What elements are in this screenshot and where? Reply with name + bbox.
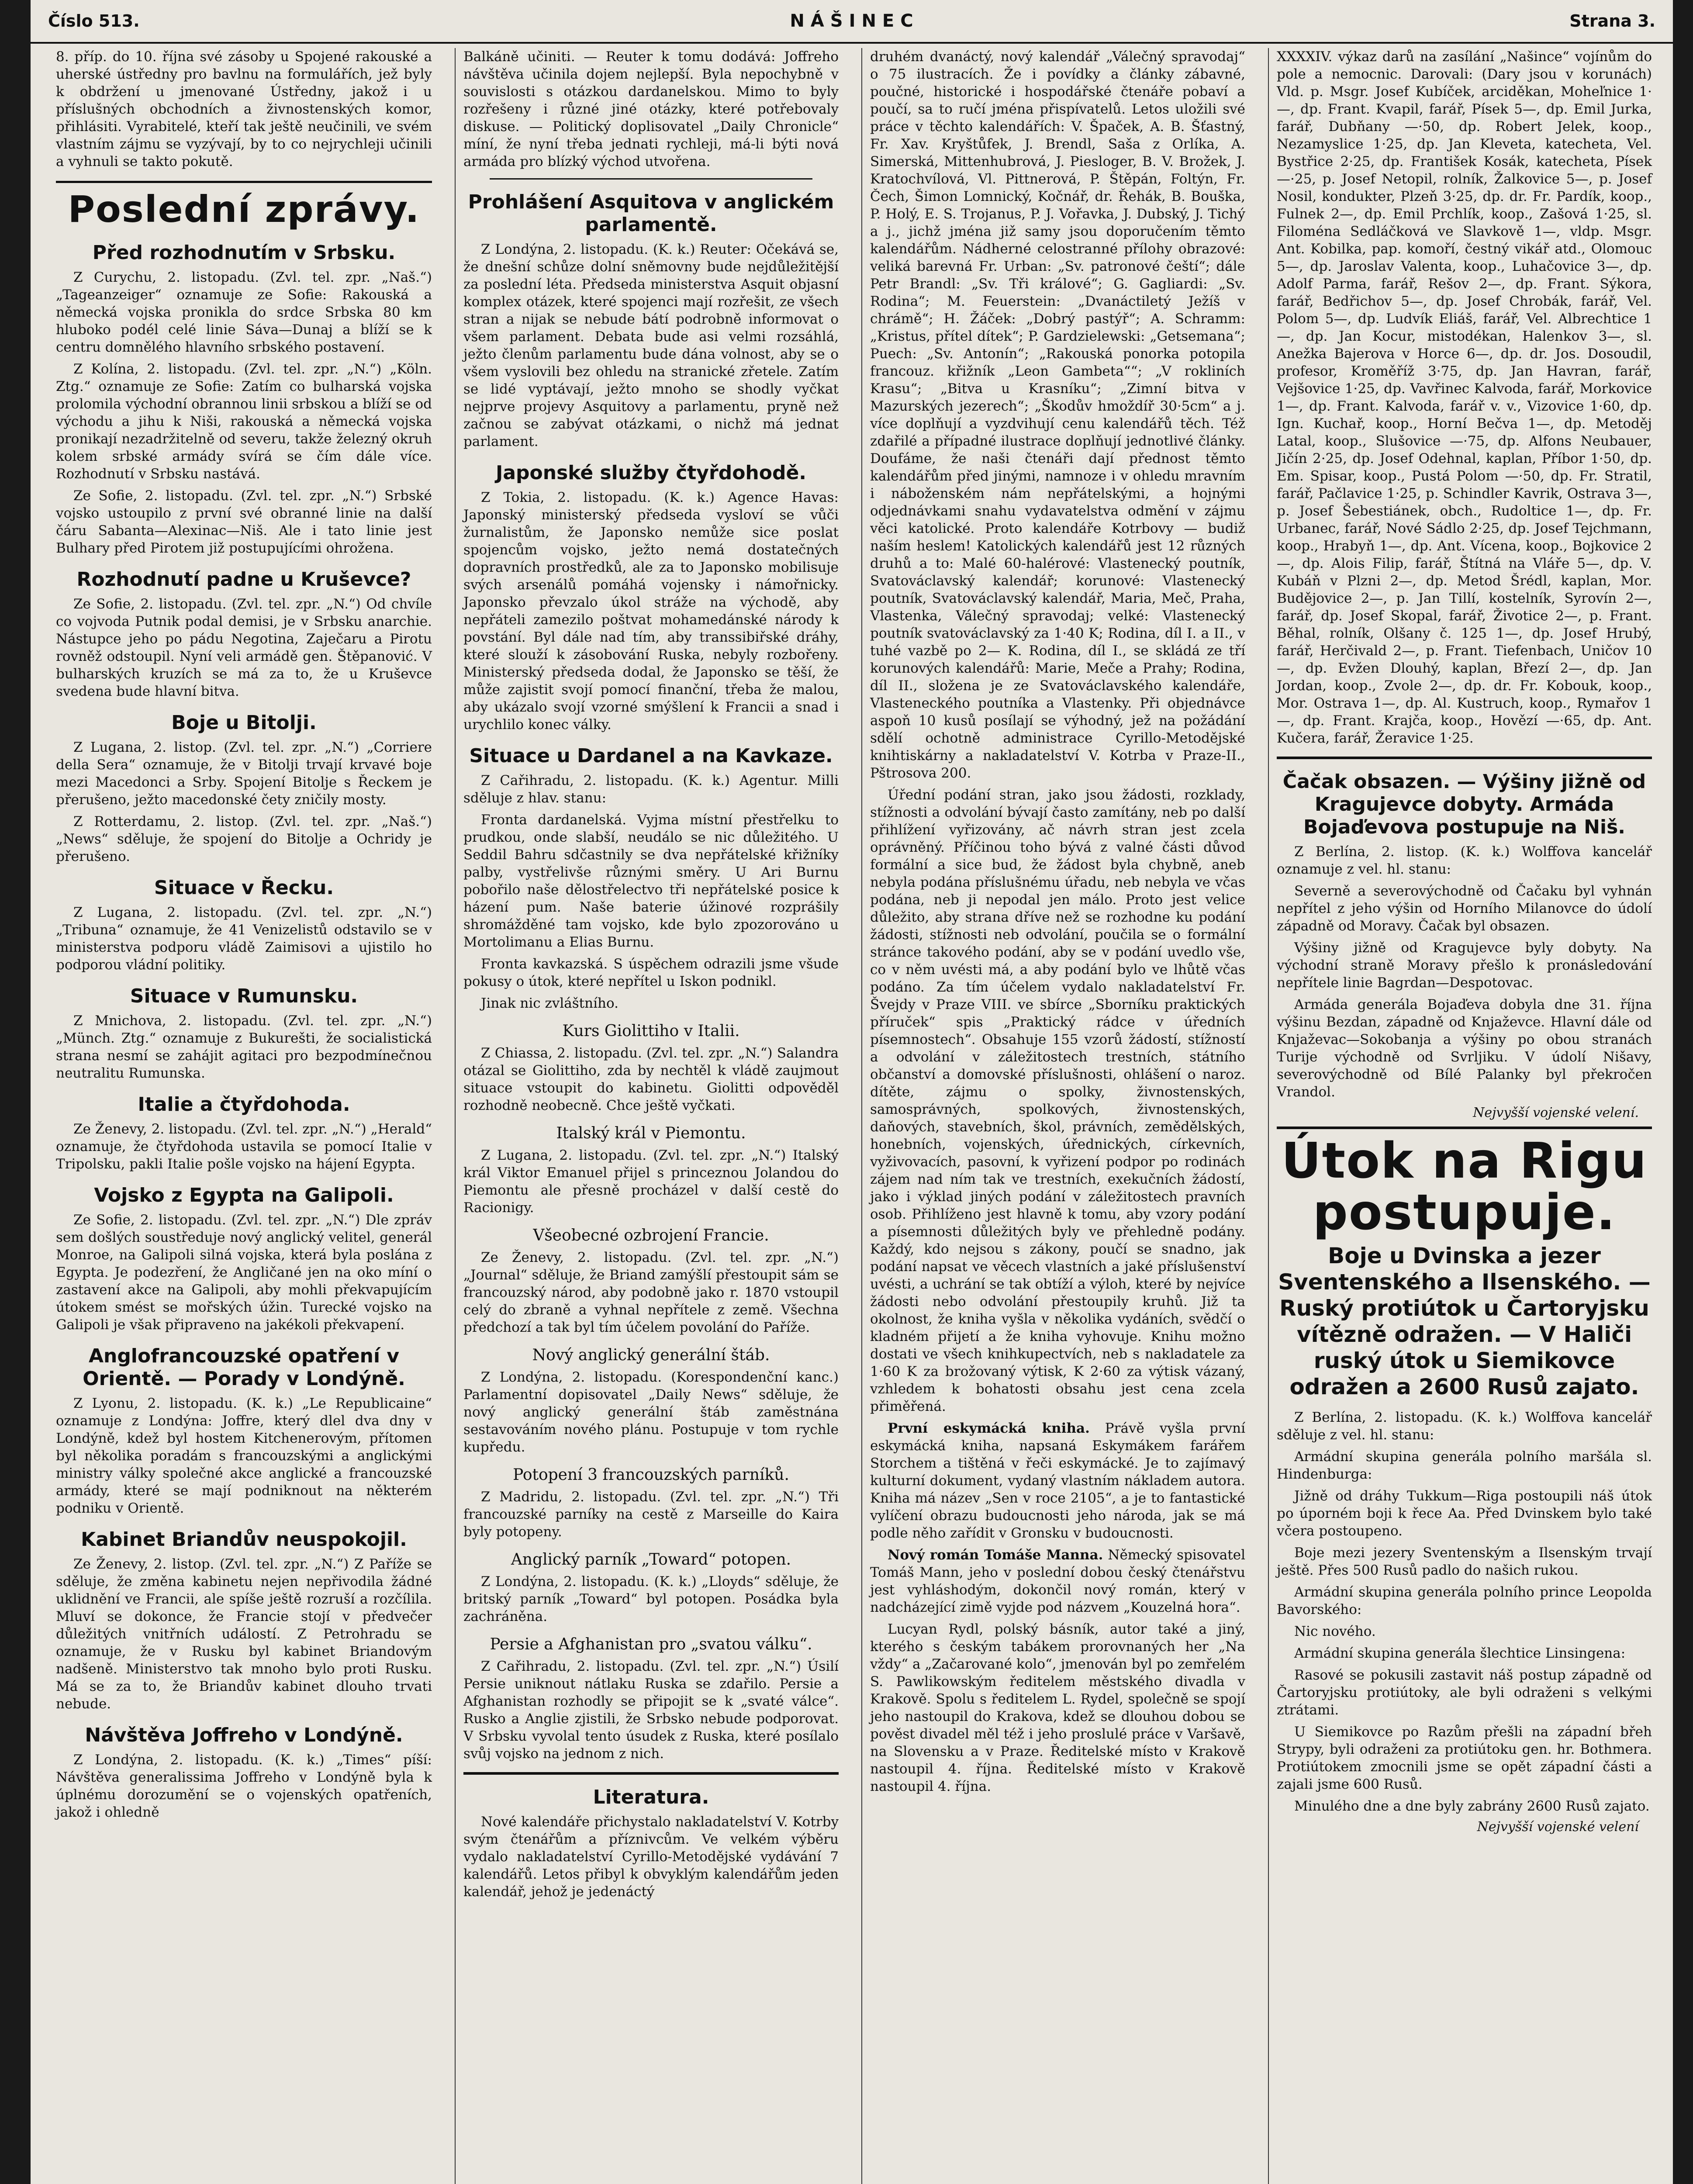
article-paragraph: Z Cařihradu, 2. listopadu. (K. k.) Agentur. Milli sděluje z hlav. stanu: [463, 773, 839, 806]
article-paragraph: Z Madridu, 2. listopadu. (Zvl. tel. zpr. „N.“) Tři francouzské parníky na cestě z Marseille do Kaira byly potopeny. [463, 1489, 839, 1540]
masthead: NÁŠINEC [790, 11, 919, 31]
headline: Italie a čtyřdohoda. [138, 1093, 350, 1116]
article-paragraph: Ze Sofie, 2. listopadu. (Zvl. tel. zpr. „N.“) Srbské vojsko ustoupilo z první své obranné linie na další čáru Sabanta—Alexinac—Niš. Ale i tato linie jest Bulhary před Pirotem již postupujícími ohrožena. [56, 488, 432, 556]
intro-paragraph: 8. příp. do 10. října své zásoby u Spojené rakouské a uherské ústředny pro bavlnu na formulářích, jež byly k obdržení u jmenované Ústředny, jakož i u příslušných obchodních a živnostenských komor, přihlásiti. Vyrabitelé, kteří tak ještě neučinili, ve svém vlastním zájmu se vyzývají, by to co nejrychleji učinili a vyhnuli se takto pokutě. [56, 49, 432, 169]
article-paragraph: Armáda generála Bojaďeva dobyla dne 31. října výšinu Bezdan, západně od Knjaževce. Hlavní dále od Knjaževac—Sokobanja a výšiny po obou stranách Turije východně od Svrljiku. V údolí Nišavy, severovýchodně od Bílé Palanky byl překročen Vrandol. [1277, 997, 1652, 1100]
article-paragraph: Z Lugana, 2. listop. (Zvl. tel. zpr. „N.“) „Corriere della Sera“ oznamuje, že v Bitolji trvají krvavé boje mezi Macedonci a Srby. Spojení Bitolje s Řeckem je přerušeno, ježto macedonské čety zničily mosty. [56, 740, 432, 808]
article-paragraph: Ze Sofie, 2. listopadu. (Zvl. tel. zpr. „N.“) Od chvíle co vojvoda Putnik podal demisi, je v Srbsku anarchie. Nástupce jeho po pádu Negotina, Zaječaru a Pirotu rovněž odstoupil. Nyní veli armádě gen. Štěpanović. V bulharských kruzích se má za to, že u Kruševce svedena bude hlavní bitva. [56, 596, 432, 699]
headline: Anglofrancouzské opatření v Orientě. — Porady v Londýně. [83, 1345, 405, 1390]
article-paragraph: Jinak nic zvláštního. [481, 995, 618, 1011]
feature-subheadline: Boje u Dvinska a jezer Sventenského a Ilsenského. — Ruský protiútok u Čartoryjsku vítězně odražen. — V Haliči ruský útok u Siemikovce odražen a 2600 Rusů zajato. [1278, 1243, 1651, 1400]
article-paragraph: Z Berlína, 2. listop. (K. k.) Wolffova kancelář oznamuje z vel. hl. stanu: [1277, 844, 1652, 877]
column-2 [455, 48, 846, 2184]
signature: Nejvyšší vojenské velení. [1473, 1105, 1639, 1120]
headline: Kabinet Briandův neuspokojil. [81, 1528, 407, 1551]
article-paragraph: Z Cařihradu, 2. listopadu. (Zvl. tel. zpr. „N.“) Úsilí Persie uniknout nátlaku Ruska se zdařilo. Persie a Afghanistan rozhodly se připojit se k „svaté válce“. Rusko a Anglie zjistili, že Srbsko nebude podporovat. V Srbsku vyvolal tento úsudek z Ruska, které posílalo svůj vojsko na jednom z nich. [463, 1659, 839, 1762]
divider [463, 1772, 839, 1775]
article-paragraph: Výšiny jižně od Kragujevce byly dobyty. Na východní straně Moravy přešlo k pronásledování nepřítele linie Bagrdan—Despotovac. [1277, 940, 1652, 991]
article-paragraph: Z Londýna, 2. listopadu. (K. k.) Reuter: Očekává se, že dnešní schůze dolní sněmovny bude nejdůležitější za poslední léta. Předseda ministerstva Asquit objasní komplex otázek, které spojenci mají rozřešit, ze všech stran a nijak se nebude bátí podrobně informovat o všem parlament. Debata bude asi velmi rozsáhlá, ježto členům parlamentu bude dána volnost, aby se o všem vyslovili bez ohledu na stranické zřetele. Zatím se lidé vyptávají, ježto mnoho se shodly vyčkat nejprve projevy Asquitovy a parlamentu, pryně než začnou se zabývat otázkami, o nichž má jednat parlament. [463, 242, 839, 449]
subheadline: Italský král v Piemontu. [556, 1124, 746, 1142]
article-paragraph: Fronta kavkazská. S úspěchem odrazili jsme všude pokusy o útok, které nepřítel u Iskon podnikl. [463, 956, 839, 989]
headline: Před rozhodnutím v Srbsku. [92, 242, 396, 264]
article-paragraph: Úřední podání stran, jako jsou žádosti, rozklady, stížnosti a odvolání bývají často zamítány, neb po další přihlížení vyřizovány, ač návrh stran jest zcela oprávněný. Příčinou toho bývá z valné části důvod formální a sice bud, že žádost byla chybně, aneb nebyla podána příslušnému úřadu, neb nebyla ve včas podána, neb ji nepodal jen málo. Proto jest velice důležito, aby strana dříve než se rozhodne ku podání žádosti, stížnosti neb odvolání, poučila se o formální stránce takového podání, aby se v podání uvedlo vše, co v něm uvésti má, a aby podání bylo ve lhůtě včas podáno. Za tím účelem vydalo nakladatelství Fr. Švejdy v Praze VIII. ve sbírce „Sborníku praktických příruček“ spis „Praktický rádce v úředních písemnostech“. Obsahuje 155 vzorů žádostí, stížností a odvolání v záležitostech trestních, státního občanství a domovské příslušnosti, ohlášení o naroz. dítěte, zájmu o spolky, živnostenských, samosprávných, spolkových, živnostenských, daňových, stavebních, škol, právních, zemědělských, honebních, vojenských, úřednických, církevních, vyživovacích, pasovní, k vyřizení podpor po rodinách zájem nad ním tak ve trestních, exekučních žádostí, jako i výklad jiných podání v záležitostech pravních osob. Přihlíženo jest hlavně k tomu, aby vzory podání a písemnosti důležitých byly ve přehledně podány. Každý, kdo nejsou s zákony, poučí se snadno, jak podání napsat ve věcech vlastních a jaké příslušenství uvésti, a uchrání se tak obtíží a výloh, které by nejvíce žádosti nebo odvolání přestoupily kruhů. Již ta okolnost, že kniha vyšla v několika vydáních, svědčí o kladném přijetí a že kniha vyhovuje. Knihu možno dostati ve všech knihkupectvích, neb s nakladatele za 1·60 K za brožovaný výtisk, K 2·60 za výtisk vázaný, vzhledem k bohatosti obsahu jest cena zcela přiměřená. [870, 787, 1245, 1414]
feature-headline-block [1277, 1127, 1652, 1400]
article-paragraph: Z Berlína, 2. listopadu. (K. k.) Wolffova kancelář sděluje z vel. hl. stanu: [1277, 1410, 1652, 1443]
article-paragraph: Nové kalendáře přichystalo nakladatelství V. Kotrby svým čtenářům a příznivcům. Ve velkém výběru vydalo nakladatelství Cyrillo-Metodějské vydávání 7 kalendářů. Letos přibyl k obvyklým kalendářům jeden kalendář, jehož je jedenáctý [463, 1814, 839, 1900]
signature: Nejvyšší vojenské velení [1477, 1819, 1639, 1835]
article-paragraph: Z Londýna, 2. listopadu. (K. k.) „Lloyds“ sděluje, že britský parník „Toward“ byl potopen. Posádka byla zachráněna. [463, 1574, 839, 1624]
headline: Čačak obsazen. — Výšiny jižně od Kragujevce dobyty. Armáda Bojaďevova postupuje na Niš. [1282, 771, 1646, 838]
column-1 [48, 48, 440, 2184]
inline-heading: První eskymácká kniha. [888, 1420, 1090, 1436]
article-paragraph: Z Mnichova, 2. listopadu. (Zvl. tel. zpr. „N.“) „Münch. Ztg.“ oznamuje z Bukurešti, že socialistická strana nesmí se zahájit agitaci pro bezpodmínečnou neutralitu Rumunska. [56, 1013, 432, 1081]
article-paragraph: Severně a severovýchodně od Čačaku byl vyhnán nepřítel z jeho výšin od Horního Milanovce do údolí západně od Moravy. Čačak byl obsazen. [1277, 883, 1652, 934]
article-paragraph: Lucyan Rydl, polský básník, autor také a jiný, kterého s českým tabákem prorovnaných her „Na vždy“ a „Začarované kolo“, jmenován byl po zemřelém S. Pawlikowským ředitelem městského divadla v Krakově. Spolu s ředitelem L. Rydel, společně se spojí jeho nastoupil do Krakova, kdež se dlouhou dobou se pověst divadel měl též i jeho proslulé práce v Varšavě, na Slovensku a v Praze. Ředitelské místo v Krakově nastoupil 4. října. Ředitelské místo v Krakově nastoupil 4. října. [870, 1621, 1245, 1794]
article-paragraph: Minulého dne a dne byly zabrány 2600 Rusů zajato. [1294, 1798, 1650, 1814]
headline: Japonské služby čtyřdohodě. [495, 462, 807, 484]
article-paragraph: Z Londýna, 2. listopadu. (Korespondenční kanc.) Parlamentní dopisovatel „Daily News“ sděluje, že nový anglický generální štáb zaměstnána sestavováním nového plánu. Postupuje v tom rychle kupředu. [463, 1369, 839, 1455]
feature-headline: Útok na Rigu postupuje. [1281, 1133, 1648, 1241]
column-4 [1268, 48, 1660, 2184]
subheadline: Nový anglický generální štáb. [532, 1346, 770, 1364]
donations-list: XXXXIV. výkaz darů na zasílání „Našince“ vojínům do pole a nemocnic. Darovali: (Dary jsou v korunách) Vld. p. Msgr. Josef Kubíček, arciděkan, Moheľnice 1·—, dp. Frant. Kvapil, farář, Písek 5—, dp. Emil Jurka, farář, Dubňany —·50, dp. Robert Jelek, koop., Nezamyslice 1·25, dp. Jan Kleveta, katecheta, Vel. Bystřice 2·25, dp. František Kosák, katecheta, Písek —·25, p. Josef Netopil, rolník, Žalkovice 5—, p. Josef Nosil, kondukter, Plzeň 3·25, dp. dr. Fr. Pardík, koop., Fulnek 2—, dp. Emil Prchlík, koop., Zašová 1·25, sl. Filoména Sedláčková ve Slavkově 1—, vldp. Msgr. Ant. Kobilka, pap. komoří, čestný vikář atd., Olomouc 5—, dp. Jaroslav Valenta, koop., Luhačovice 3—, dp. Adolf Parma, farář, Rešov 2—, dp. Frant. Sýkora, farář, Bedřichov 5—, dp. Josef Chrobák, farář, Vel. Polom 5—, dp. Ludvík Eliáš, farář, Vel. Albrechtice 1—, dp. Jan Kocur, mistodékan, Halenkov 3—, sl. Anežka Bajerova v Horce 6—, dp. dr. Jos. Dosoudil, profesor, Kroměříž 3·75, dp. Jan Havran, farář, Vejšovice 1·25, dp. Vavřinec Kalvoda, farář, Morkovice 1—, dp. Frant. Kalvoda, farář v. v., Vizovice 1·60, dp. Ign. Kuchař, koop., Horní Bečva 1—, dp. Metoděj Latal, koop., Slušovice —·75, dp. Alfons Neubauer, Jičín 2·25, dp. Josef Odehnal, kaplan, Příbor 1·50, dp. Em. Spisar, koop., Pustá Polom —·50, dp. Fr. Stratil, farář, Pačlavice 1·25, p. Schindler Kavrik, Ostrava 3—, p. Josef Šebestiánek, obch., Rudoltice 1—, dp. Fr. Urbanec, farář, Nové Sádlo 2·25, dp. Josef Tejchmann, koop., Hrabyň 1—, dp. Ant. Vícena, koop., Bojkovice 2—, dp. Alois Filip, farář, Štítná na Vláře 5—, dp. V. Kubáň v Plzni 2—, dp. Metod Šrédl, kaplan, Mor. Budějovice 2—, p. Jan Tillí, kostelník, Syrovín 2—, farář, dp. Josef Skopal, farář, Životice 2—, p. Frant. Běhal, rolník, Olšany č. 125 1—, dp. Josef Hrubý, farář, Herčivald 2—, p. Frant. Tiefenbach, Uničov 10—, dp. Evžen Dlouhý, kaplan, Březí 2—, dp. Jan Jordan, koop., Zvole 2—, dp. dr. Fr. Kobouk, koop., Mor. Ostrava 1—, dp. Al. Kustruch, koop., Rymařov 1—, dp. Frant. Krajča, koop., Hovězí —·65, dp. Ant. Kučera, farář, Žeravice 1·25. [1277, 49, 1652, 746]
headline: Situace v Rumunsku. [130, 985, 358, 1007]
article-paragraph: Z Londýna, 2. listopadu. (K. k.) „Times“ píší: Návštěva generalissima Joffreho v Londýně byla k úplnému dorozumění se o vojenských opatřeních, jakož i ohledně [56, 1752, 432, 1820]
page-number: Strana 3. [1569, 11, 1655, 31]
article-paragraph: Rasové se pokusili zastavit náš postup západně od Čartoryjsku protiútoky, ale byli odraženi s velkými ztrátami. [1277, 1667, 1652, 1718]
inline-heading: Nový román Tomáše Manna. [888, 1547, 1103, 1563]
article-paragraph [870, 1420, 1245, 1542]
newspaper-page [31, 0, 1673, 2184]
article-paragraph: U Siemikovce po Razům přešli na západní břeh Strypy, byli odraženi za protiútoku gen. hr. Bothmera. Protiútokem zmocnili jsme se opět západní části a zajali jsme 600 Rusů. [1277, 1724, 1652, 1792]
page-header [31, 0, 1673, 44]
article-paragraph: Z Kolína, 2. listopadu. (Zvl. tel. zpr. „N.“) „Köln. Ztg.“ oznamuje ze Sofie: Zatím co bulharská vojska prolomila východní obrannou linii srbskou a blíží se od východu a jihu k Niši, rakouská a německá vojska pronikají nezadržitelně od severu, takže železný okruh kolem srbské armády svírá se čím dále více. Rozhodnutí v Srbsku nastává. [56, 361, 432, 482]
issue-number: Číslo 513. [48, 11, 140, 31]
article-paragraph: Nic nového. [1294, 1624, 1376, 1639]
column-3 [861, 48, 1253, 2184]
article-paragraph: Z Tokia, 2. listopadu. (K. k.) Agence Havas: Japonský ministerský předseda vysloví se vůči žurnalistům, že Japonsko nemůže sice poslat spojencům vojsko, ježto nemá dostatečných dopravních prostředků, ale za to Japonsko mobilisuje svých arsenálů pomáhá vojensky i námořnicky. Japonsko převzalo úkol stráže na východě, aby nepřáteli zamezilo poštvat mohamedánské národy k povstání. Byl dále nad tím, aby transsibiřské dráhy, které slouží k zásobování Ruska, nebyly rozbořeny. Ministerský předseda dodal, že Japonsko se těší, že může zajistit svojí pomocí finanční, třeba že malou, aby ukázalo svojí vzorné smýšlení k Francii a snad i urychlilo konec války. [463, 490, 839, 733]
subheadline: Všeobecné ozbrojení Francie. [533, 1227, 769, 1244]
literature-title: Literatura. [593, 1786, 709, 1808]
latest-news-title: Poslední zprávy. [56, 181, 432, 230]
article-paragraph: Z Curychu, 2. listopadu. (Zvl. tel. zpr. „Naš.“) „Tageanzeiger“ oznamuje ze Sofie: Rakouská a německá vojska pronikla do srdce Srbska 80 km hluboko podél celé linie Sáva—Dunaj a blíží se k centru domnělého hlavního srbského postavení. [56, 270, 432, 355]
article-paragraph: Jižně od dráhy Tukkum—Riga postoupili náš útok po úporném boji k řece Aa. Před Dvinskem bylo také včera postoupeno. [1277, 1488, 1652, 1539]
headline: Boje u Bitolji. [171, 712, 317, 734]
article-paragraph: Armádní skupina generála šlechtice Linsingena: [1294, 1645, 1626, 1661]
subheadline: Anglický parník „Toward“ potopen. [511, 1551, 791, 1569]
headline: Rozhodnutí padne u Kruševce? [76, 568, 411, 591]
article-paragraph: Armádní skupina generála polního maršála sl. Hindenburga: [1277, 1449, 1652, 1482]
article-paragraph: Z Lugana, 2. listopadu. (Zvl. tel. zpr. „N.“) „Tribuna“ oznamuje, že 41 Venizelistů odstavilo se v ministerstva podporu vládě Zaimisovi a ujistilo ho podporou vládní politiky. [56, 905, 432, 973]
headline: Prohlášení Asquitova v anglickém parlamentě. [468, 191, 834, 236]
subheadline: Persie a Afghanistan pro „svatou válku“. [490, 1635, 812, 1653]
article-paragraph: Ze Ženevy, 2. listopadu. (Zvl. tel. zpr. „N.“) „Journal“ sděluje, že Briand zamýšlí přestoupit sám se francouzský národ, aby podobně jako r. 1870 vstoupil celý do zbraně a vyhnal nepřítele z země. Všechna předchozí a tak byl tím účelem povolání do Paříže. [463, 1250, 839, 1335]
headline: Situace u Dardanel a na Kavkaze. [469, 745, 833, 767]
article-paragraph: Fronta dardanelská. Vyjma místní přestřelku to prudkou, onde slabší, neudálo se nic důležitého. U Seddil Bahru sdčastnily se dva nepřátelské křižníky palby, vystřelivše různými směry. U Ari Burnu pobořilo naše dělostřelectvo tři nepřátelské posice k házení pum. Naše baterie úžinové rozprášily shromážděné tam vojsko, kde bylo zpozorováno u Mortolimanu a Elias Burnu. [463, 812, 839, 950]
article-paragraph: Z Chiassa, 2. listopadu. (Zvl. tel. zpr. „N.“) Salandra otázal se Giolittiho, zda by nechtěl k vládě zaujmout situace vstoupit do kabinetu. Giolitti odpověděl rozhodně neobecně. Chce ještě vyčkati. [463, 1045, 839, 1113]
article-paragraph [870, 1546, 1245, 1616]
subheadline: Kurs Giolittiho v Italii. [562, 1022, 740, 1040]
columns [48, 48, 1660, 2184]
article-paragraph: Z Lugana, 2. listopadu. (Zvl. tel. zpr. „N.“) Italský král Viktor Emanuel přijel s princeznou Jolandou do Piemontu ale přesně procházel v další cestě do Racionigy. [463, 1147, 839, 1216]
article-paragraph: Boje mezi jezery Sventenským a Ilsenským trvají ještě. Přes 500 Rusů padlo do našich rukou. [1277, 1545, 1652, 1578]
article-paragraph: Ze Ženevy, 2. listop. (Zvl. tel. zpr. „N.“) Z Paříže se sděluje, že změna kabinetu nejen nepřivodila žádné uklidnění ve Francii, ale spíše ještě rozruší a rozčílila. Mluví se dokonce, že Francie stojí v předvečer důležitých vnitřních událostí. Z Petrohradu se oznamuje, že v Rusku byl kabinet Briandovým nadšeně. Ministerstvo tak mnoho bylo proti Rusku. Má se za to, že Briandův kabinet dlouho trvati nebude. [56, 1556, 432, 1712]
article-paragraph: Z Rotterdamu, 2. listop. (Zvl. tel. zpr. „Naš.“) „News“ sděluje, že spojení do Bitolje a Ochridy je přerušeno. [56, 814, 432, 864]
headline: Situace v Řecku. [154, 877, 334, 899]
headline: Vojsko z Egypta na Galipoli. [94, 1184, 394, 1206]
article-paragraph: Ze Sofie, 2. listopadu. (Zvl. tel. zpr. „N.“) Dle zpráv sem došlých soustředuje nový anglický velitel, generál Monroe, na Galipoli silná vojska, která byla poslána z Egypta. Je podezření, že Angličané jen na oko míní o zastavení akce na Galipoli, aby mohli překvapujícím útokem smést se mořských úžin. Turecké vojsko na Galipoli je však připraveno na jakékoli překvapení. [56, 1212, 432, 1333]
subheadline: Potopení 3 francouzských parníků. [513, 1466, 789, 1484]
inline-text: Právě vyšla první eskymácká kniha, napsaná Eskymákem farářem Storchem a tištěná v řeči eskymácké. Je to zajímavý kulturní dokument, vydaný vlastním nákladem autora. Kniha má název „Sen v roce 2105“, a je to fantastické vylíčení obrazu budoucnosti jeho národa, jak se má podle něho zařídit v Gronsku v budoucnosti. [870, 1420, 1245, 1541]
article-paragraph: Ze Ženevy, 2. listopadu. (Zvl. tel. zpr. „N.“) „Herald“ oznamuje, že čtyřdohoda ustavila se pomocí Italie v Tripolsku, pakli Italie pošle vojsko na hájení Egypta. [56, 1121, 432, 1172]
article-paragraph: Balkáně učiniti. — Reuter k tomu dodává: Joffreho návštěva učinila dojem nejlepší. Byla nepochybně v souvislosti s otázkou dardanelskou. Mimo to byly rozřešeny i různé jiné otázky, které potřebovaly diskuse. — Politický doplisovatel „Daily Chronicle“ míní, že nyní třeba jednati rychleji, má-li býti nová armáda pro blízký východ utvořena. [463, 49, 839, 169]
headline: Návštěva Joffreho v Londýně. [85, 1724, 403, 1746]
divider [1277, 757, 1652, 759]
article-paragraph: Z Lyonu, 2. listopadu. (K. k.) „Le Republicaine“ oznamuje z Londýna: Joffre, který dlel dva dny v Londýně, kdež byl hostem Kitchenerovým, přítomen byl několika poradám s francouzskými a anglickými ministry války společné akce anglické a francouzské armády, které se mají podniknout na některém podniku v Orientě. [56, 1396, 432, 1516]
article-paragraph: Armádní skupina generála polního prince Leopolda Bavorského: [1277, 1584, 1652, 1617]
article-paragraph: druhém dvanáctý, nový kalendář „Válečný spravodaj“ o 75 ilustracích. Že i povídky a články zábavné, poučné, historické i hospodářské čtenáře pobaví a poučí, sa to ručí jména přispívatelů. Letos uložili své práce v těchto kalendářích: V. Špaček, A. B. Šťastný, Fr. Xav. Kryštůfek, J. Brendl, Saša z Orlíka, A. Simerská, Mittenhubrová, J. Piesloger, B. V. Brožek, J. Kratochvílová, Vl. Pittnerová, P. Štěpán, Foltýn, Fr. Čech, Šimon Lomnický, Kočnář, dr. Řehák, B. Bouška, P. Holý, E. S. Trojanus, P. J. Vořavka, J. Dubský, J. Tichý a j., jichž jména již samy jsou doporučením těmto kalendářům. Nádherné celostranné přílohy obrazové: veliká barevná Fr. Urban: „Sv. patronové čeští“; dále Petr Brandl: „Sv. Tři králové“; G. Gagliardi: „Sv. Rodina“; M. Feuerstein: „Dvanáctiletý Ježíš v chrámě“; H. Žáček: „Dobrý pastýř“; A. Schramm: „Kristus, přítel dítek“; P. Gardzielewski: „Getsemana“; Puech: „Sv. Antonín“; „Rakouská ponorka potopila francouz. křižník „Leon Gambeta““; „V rokliních Krasu“; „Bitva u Krasníku“; „Zimní bitva v Mazurských jezerech“; „Škodův hmoždíř 30·5cm“ a j. více doplňují a vyzdvihují cenu kalendářů těch. Též zdařilé a případné ilustrace doplňují jednotlivé články. Doufáme, že naši čtenáři dají přednost těmto kalendářům před jinými, namnoze i v ohledu mravním i náboženském nám nepřátelskými, a hojnými odjednávkami snahu vydavatelstva odmění v zájmu věci katolické. Proto kalendáře Kotrbovy — budiž naším heslem! Katolických kalendářů jest 12 různých druhů a to: Malé 60-halérové: Vlastenecký poutník, Svatováclavský kalendář; korunové: Vlastenecký poutník, Svatováclavský kalendář, Maria, Meč, Praha, Vlastenka, Válečný spravodaj; velké: Vlastenecký poutník svatováclavský za 1·40 K; Rodina, díl I. a II., v tuhé vazbě po 2— K. Rodina, díl I., se skládá ze tří korunových kalendářů: Marie, Meče a Prahy; Rodina, díl II., složena je ze Svatováclavského kalendáře, Vlasteneckého poutníka a Vlastenky. Při objednávce aspoň 10 kusů posílají se výhodný, jež na požádání sdělí ochotně administrace Cyrillo-Metodějské knihtiskárny a nakladatelství V. Kotrba v Praze-II., Pštrosova 200. [870, 49, 1245, 781]
divider [490, 178, 812, 180]
inline-text: Německý spisovatel Tomáš Mann, jeho v poslední dobou český čtenářstvu jest vyhláshodým, dokončil nový román, který v nadcházející zimě vyjde pod názvem „Kouzelná hora“. [870, 1547, 1245, 1615]
